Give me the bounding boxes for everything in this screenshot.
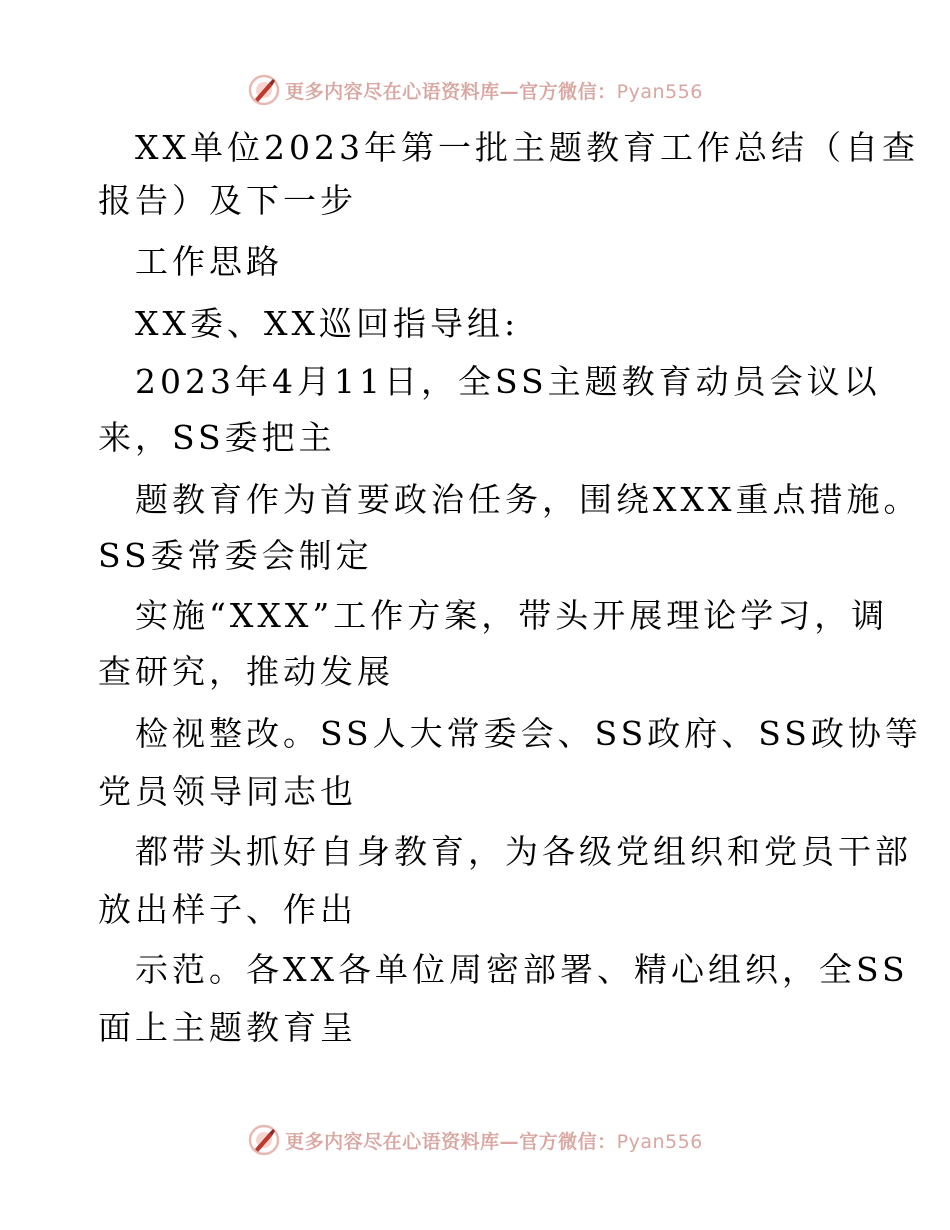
watermark-text: 更多内容尽在心语资料库—官方微信：Pyan556 — [285, 80, 703, 103]
watermark-text: 更多内容尽在心语资料库—官方微信：Pyan556 — [285, 1130, 703, 1153]
paragraph-line: 实施“XXX”工作方案，带头开展理论学习，调 — [135, 596, 889, 635]
pen-logo-icon — [247, 1123, 281, 1157]
salutation-line: XX委、XX巡回指导组: — [135, 304, 520, 343]
document-title-line-1: XX单位2023年第一批主题教育工作总结（自查 — [135, 128, 919, 167]
paragraph-line: 都带头抓好自身教育，为各级党组织和党员干部 — [135, 832, 912, 871]
paragraph-line: SS委常委会制定 — [98, 536, 373, 575]
document-title-line-2: 报告）及下一步 — [98, 181, 357, 220]
pen-logo-icon — [247, 73, 281, 107]
paragraph-line: 党员领导同志也 — [98, 772, 357, 811]
paragraph-line: 2023年4月11日，全SS主题教育动员会议以 — [135, 362, 881, 401]
paragraph-line: 题教育作为首要政治任务，围绕XXX重点措施。 — [135, 480, 921, 519]
paragraph-line: 示范。各XX各单位周密部署、精心组织，全SS — [135, 950, 909, 989]
paragraph-line: 检视整改。SS人大常委会、SS政府、SS政协等 — [135, 714, 922, 753]
top-watermark-banner — [0, 70, 950, 110]
paragraph-line: 面上主题教育呈 — [98, 1008, 357, 1047]
document-title-line-3: 工作思路 — [135, 242, 283, 281]
paragraph-line: 放出样子、作出 — [98, 890, 357, 929]
bottom-watermark-banner — [0, 1120, 950, 1160]
paragraph-line: 来，SS委把主 — [98, 418, 336, 457]
paragraph-line: 查研究，推动发展 — [98, 652, 394, 691]
